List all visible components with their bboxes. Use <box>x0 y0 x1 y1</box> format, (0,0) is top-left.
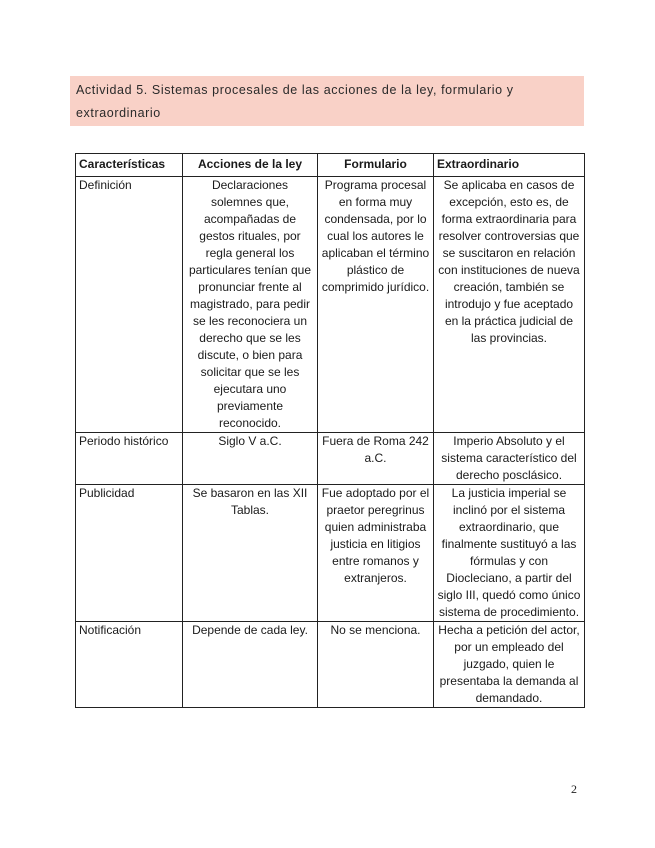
row-label: Periodo histórico <box>76 433 183 485</box>
cell-acciones-de-la-ley: Siglo V a.C. <box>183 433 318 485</box>
row-label: Definición <box>76 177 183 433</box>
table-row-publicidad <box>76 485 585 622</box>
cell-extraordinario: Se aplicaba en casos de excepción, esto es, de forma extraordinaria para resolver controversias que se suscitaron en relación con instituciones de nueva creación, también se introdujo y fue aceptado en la práctica judicial de las provincias. <box>434 177 585 433</box>
table-row-notificacion <box>76 622 585 708</box>
header-formulario: Formulario <box>318 154 434 177</box>
cell-extraordinario: La justicia imperial se inclinó por el sistema extraordinario, que finalmente sustituyó a las fórmulas y con Diocleciano, a partir del siglo III, quedó como único sistema de procedimiento. <box>434 485 585 622</box>
cell-formulario: No se menciona. <box>318 622 434 708</box>
row-label: Publicidad <box>76 485 183 622</box>
row-label: Notificación <box>76 622 183 708</box>
cell-acciones-de-la-ley: Declaraciones solemnes que, acompañadas de gestos rituales, por regla general los particulares tenían que pronunciar frente al magistrado, para pedir se les reconociera un derecho que se les discute, o bien para solicitar que se les ejecutara uno previamente reconocido. <box>183 177 318 433</box>
activity-title-banner <box>70 76 584 126</box>
header-acciones-de-la-ley: Acciones de la ley <box>183 154 318 177</box>
procedural-systems-table <box>75 153 585 708</box>
header-extraordinario: Extraordinario <box>434 154 585 177</box>
cell-acciones-de-la-ley: Se basaron en las XII Tablas. <box>183 485 318 622</box>
activity-title: Actividad 5. Sistemas procesales de las acciones de la ley, formulario y extraordinario <box>76 83 514 120</box>
page-number: 2 <box>571 782 577 796</box>
cell-acciones-de-la-ley: Depende de cada ley. <box>183 622 318 708</box>
cell-formulario: Fuera de Roma 242 a.C. <box>318 433 434 485</box>
header-caracteristicas: Características <box>76 154 183 177</box>
table-row-periodo-historico <box>76 433 585 485</box>
table-row-definicion <box>76 177 585 433</box>
cell-formulario: Fue adoptado por el praetor peregrinus quien administraba justicia en litigios entre romanos y extranjeros. <box>318 485 434 622</box>
cell-formulario: Programa procesal en forma muy condensada, por lo cual los autores le aplicaban el término plástico de comprimido jurídico. <box>318 177 434 433</box>
table-header-row <box>76 154 585 177</box>
cell-extraordinario: Imperio Absoluto y el sistema característico del derecho posclásico. <box>434 433 585 485</box>
cell-extraordinario: Hecha a petición del actor, por un empleado del juzgado, quien le presentaba la demanda al demandado. <box>434 622 585 708</box>
